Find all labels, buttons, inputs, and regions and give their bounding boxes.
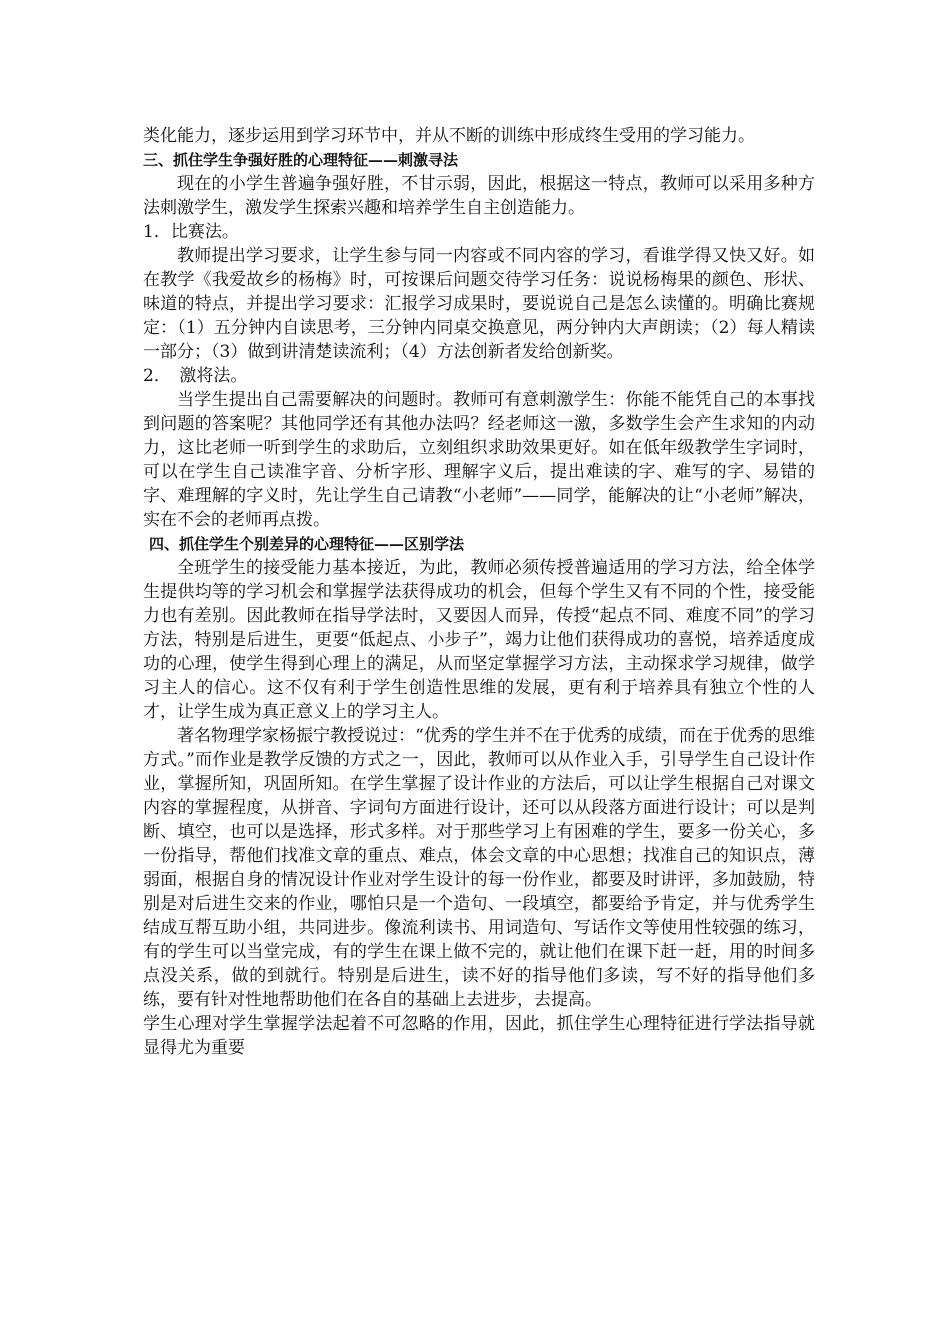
conclusion-paragraph: 学生心理对学生掌握学法起着不可忽略的作用，因此，抓住学生心理特征进行学法指导就显得尤为重要 [143,1014,815,1058]
document-body [143,124,815,1060]
section-heading-4: 四、抓住学生个别差异的心理特征——区别学法 [149,535,465,553]
section-4-paragraph-1: 全班学生的接受能力基本接近，为此，教师必须传授普遍适用的学习方法，给全体学生提供均等的学习机会和掌握学法获得成功的机会，但每个学生又有不同的个性，接受能力也有差别。因此教师在指导学法时，又要因人而异，传授“起点不同、难度不同”的学习方法，特别是后进生，更要“低起点、小步子”，竭力让他们获得成功的喜悦，培养适度成功的心理，使学生得到心理上的满足，从而坚定掌握学习方法，主动探求学习规律，做学习主人的信心。这不仅有利于学生创造性思维的发展，更有利于培养具有独立个性的人才，让学生成为真正意义上的学习主人。 [143,558,815,722]
section-heading-3: 三、抓住学生争强好胜的心理特征——刺激寻法 [143,151,459,169]
list-item-1-paragraph: 教师提出学习要求，让学生参与同一内容或不同内容的学习，看谁学得又快又好。如在教学《我爱故乡的杨梅》时，可按课后问题交待学习任务：说说杨梅果的颜色、形状、味道的特点，并提出学习要求：汇报学习成果时，要说说自己是怎么读懂的。明确比赛规定：（1）五分钟内自读思考，三分钟内同桌交换意见，两分钟内大声朗读；（2）每人精读一部分；（3）做到讲清楚读流利；（4）方法创新者发给创新奖。 [143,246,815,362]
section-4-paragraph-2: 著名物理学家杨振宁教授说过：“优秀的学生并不在于优秀的成绩，而在于优秀的思维方式。”而作业是教学反馈的方式之一，因此，教师可以从作业入手，引导学生自己设计作业，掌握所知，巩固所知。在学生掌握了设计作业的方法后，可以让学生根据自己对课文内容的掌握程度，从拼音、字词句方面进行设计，还可以从段落方面进行设计；可以是判断、填空，也可以是选择，形式多样。对于那些学习上有困难的学生，要多一份关心，多一份指导，帮他们找准文章的重点、难点，体会文章的中心思想；找准自己的知识点，薄弱面，根据自身的情况设计作业对学生设计的每一份作业，都要及时讲评，多加鼓励，特别是对后进生交来的作业，哪怕只是一个造句、一段填空，都要给予肯定，并与优秀学生结成互帮互助小组，共同进步。像流利读书、用词造句、写话作文等使用性较强的练习，有的学生可以当堂完成，有的学生在课上做不完的，就让他们在课下赶一赶，用的时间多点没关系，做的到就行。特别是后进生，读不好的指导他们多读，写不好的指导他们多练，要有针对性地帮助他们在各自的基础上去进步，去提高。 [143,726,815,1010]
list-item-1-title: 1．比赛法。 [143,222,239,242]
list-item-2-title: 2． 激将法。 [143,366,248,386]
section-3-paragraph: 现在的小学生普遍争强好胜，不甘示弱，因此，根据这一特点，教师可以采用多种方法刺激学生，激发学生探索兴趣和培养学生自主创造能力。 [143,174,815,218]
list-item-2-paragraph: 当学生提出自己需要解决的问题时。教师可有意刺激学生：你能不能凭自己的本事找到问题的答案呢？其他同学还有其他办法吗？经老师这一激，多数学生会产生求知的内动力，这比老师一听到学生的求助后，立刻组织求助效果更好。如在低年级教学生字词时，可以在学生自己读准字音、分析字形、理解字义后，提出难读的字、难写的字、易错的字、难理解的字义时，先让学生自己请教“小老师”——同学，能解决的让“小老师”解决，实在不会的老师再点拨。 [143,390,815,530]
intro-paragraph: 类化能力，逐步运用到学习环节中，并从不断的训练中形成终生受用的学习能力。 [143,126,755,146]
